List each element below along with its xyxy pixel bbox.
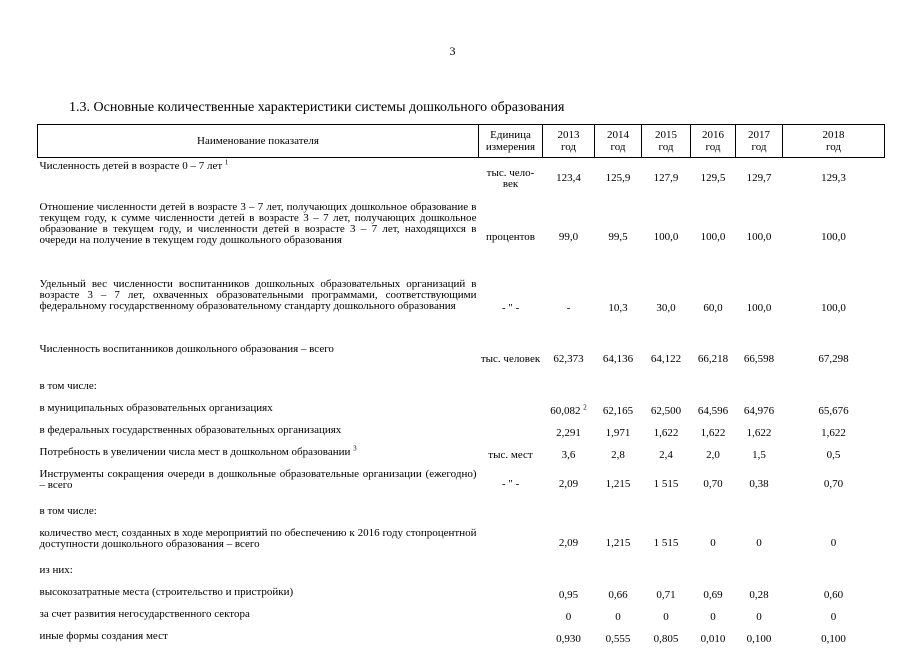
empty-cell [783,562,885,584]
table-row [38,503,885,525]
indicator-name: за счет развития негосударственного сектора [39,608,250,620]
value-cell: 1 515 [653,478,679,490]
empty-cell [543,562,595,584]
indicator-name: Инструменты сокращения очереди в дошкольные образовательные организации (ежегодно) – всего [39,468,477,491]
value-cell: 0,010 [700,632,726,645]
empty-cell [736,378,783,400]
empty-cell [595,562,642,584]
header-year-suffix: год [705,141,721,153]
empty-cell [783,378,885,400]
value-cell: 99,5 [608,231,628,243]
value-cell: 0,95 [558,588,579,601]
value-cell: 123,4 [556,172,581,184]
value-text: 60,082 [550,404,581,417]
header-year-2016 [691,125,736,158]
value-cell: 64,122 [650,353,682,365]
table-row [38,584,885,606]
section-title: 1.3. Основные количественные характеристики системы дошкольного образования [69,100,565,115]
value-cell: 0,60 [823,588,844,601]
footnote-mark: 1 [224,158,229,167]
table-header-row [38,125,885,158]
unit-cell [479,628,543,650]
indicators-table [37,124,885,650]
value-cell: 0 [756,610,762,623]
value-cell: 129,7 [746,172,772,184]
empty-cell [543,378,595,400]
value-cell: 62,373 [553,353,584,365]
value-cell: 1 515 [653,537,679,549]
empty-cell [736,503,783,525]
value-cell: 65,676 [818,404,849,417]
value-cell: 0,930 [556,632,581,645]
value-cell: 1,622 [700,426,726,439]
value-cell: 100,0 [821,302,846,314]
value-cell: 100,0 [700,231,726,243]
footnote-mark: 2 [583,402,587,411]
value-cell: 66,598 [743,353,775,365]
table-row [38,400,885,422]
value-cell: 99,0 [558,231,579,243]
header-year-2017 [736,125,783,158]
value-cell: 0 [756,537,762,549]
value-cell [543,400,595,422]
unit-cell [479,525,543,562]
table-row [38,276,885,341]
value-cell: 100,0 [653,231,679,243]
header-year-2015 [642,125,691,158]
value-cell: 0 [565,610,572,623]
table-row [38,466,885,503]
footnote-mark: 3 [353,444,357,453]
value-cell: 0,71 [656,588,676,601]
unit-cell: тыс. мест [488,448,533,461]
header-unit-line1: Единица [490,129,531,141]
empty-cell [595,378,642,400]
value-cell: 2,4 [659,448,673,461]
value-cell: 0,100 [746,632,772,645]
header-unit-line2: измерения [485,141,536,153]
empty-cell [691,503,736,525]
value-cell: 0 [663,610,669,623]
value-cell: 0 [710,610,716,623]
indicator-name: иные формы создания мест [39,630,168,642]
value-cell: 125,9 [605,172,631,184]
table-row [38,606,885,628]
unit-cell: тыс. человек [480,353,541,365]
value-cell: 1,622 [653,426,679,439]
empty-cell [479,562,543,584]
value-cell: 1,971 [605,426,631,439]
value-cell: 0,5 [826,448,841,461]
indicator-name-text: Численность детей в возрасте 0 – 7 лет [39,160,223,172]
value-cell: 67,298 [818,353,849,365]
value-cell: 0 [830,537,837,549]
table-row [38,378,885,400]
header-indicator-name-text: Наименование показателя [197,135,319,147]
empty-cell [479,503,543,525]
indicator-name [38,158,479,200]
header-year-2013 [543,125,595,158]
empty-cell [642,378,691,400]
empty-cell [783,503,885,525]
empty-cell [691,378,736,400]
value-cell: 0,100 [821,632,846,645]
value-cell: 30,0 [656,302,676,314]
value-cell: 0,555 [605,632,631,645]
header-year-suffix: год [825,141,842,153]
value-cell: 10,3 [608,302,628,314]
indicator-name-text: Потребность в увеличении числа мест в дошкольном образовании [39,446,351,458]
table-row [38,422,885,444]
value-cell: 1,215 [605,478,631,490]
indicator-name [38,444,479,466]
value-cell: 1,5 [752,448,766,461]
empty-cell [642,562,691,584]
value-cell: - [566,302,571,314]
indicator-name: Отношение численности детей в возрасте 3 – 7 лет, получающих дошкольное образование в текущем году, к сумме численности детей в возрасте 3 – 7 лет, получающих дошкольное образование в текущем году, и численности детей в возрасте 3 – 7 лет, находящихся в очереди на получение в текущем году дошкольного образования [39,201,477,246]
header-year: 2013 [557,129,580,141]
value-cell: 0,69 [703,588,723,601]
empty-cell [595,503,642,525]
indicator-name: в федеральных государственных образовательных организациях [39,424,342,436]
header-year-suffix: год [658,141,674,153]
value-cell: 100,0 [746,231,772,243]
header-year-suffix: год [751,141,767,153]
value-cell: 129,5 [700,172,726,184]
empty-cell [691,562,736,584]
value-cell: 3,6 [561,448,576,461]
value-cell: 2,09 [558,478,579,490]
page-number: 3 [449,44,456,58]
indicator-name: высокозатратные места (строительство и пристройки) [39,586,294,598]
unit-cell [479,422,543,444]
value-cell: 2,8 [611,448,625,461]
value-cell: 0,66 [608,588,628,601]
value-cell: 0 [710,537,716,549]
header-year: 2016 [702,129,724,141]
table-row [38,199,885,276]
header-year-suffix: год [610,141,626,153]
empty-cell [642,503,691,525]
value-cell: 0,70 [823,478,844,490]
unit-cell: тыс. чело-век [486,166,535,190]
empty-cell [479,378,543,400]
table-row [38,628,885,650]
header-year: 2017 [748,129,770,141]
value-cell: 0 [615,610,621,623]
group-label: в том числе: [39,380,97,392]
header-year-suffix: год [560,141,577,153]
value-cell: 0 [830,610,837,623]
value-cell: 64,596 [697,404,729,417]
value-cell: 1,622 [746,426,772,439]
value-cell: 66,218 [697,353,729,365]
empty-cell [736,562,783,584]
indicator-name: в муниципальных образовательных организациях [39,402,273,414]
table-row [38,525,885,562]
unit-cell [479,584,543,606]
value-cell: 0,38 [749,478,769,490]
value-cell: 127,9 [653,172,679,184]
value-cell: 100,0 [746,302,772,314]
value-cell: 0,70 [703,478,723,490]
header-year: 2014 [607,129,629,141]
value-cell: 60,0 [703,302,723,314]
table-row [38,444,885,466]
indicator-name: количество мест, созданных в ходе мероприятий по обеспечению к 2016 году стопроцентной доступности дошкольного образования – всего [39,527,477,550]
value-cell: 2,0 [706,448,720,461]
table-row [38,158,885,200]
header-year: 2015 [655,129,677,141]
group-label: в том числе: [39,505,97,517]
unit-cell: - " - [501,478,520,490]
group-label: из них: [39,564,73,576]
header-unit [479,125,543,158]
table-row [38,562,885,584]
value-cell: 100,0 [821,231,846,243]
unit-cell: - " - [501,302,520,314]
value-cell: 0,805 [653,632,679,645]
empty-cell [543,503,595,525]
table-row [38,341,885,378]
unit-cell [479,606,543,628]
value-cell: 2,291 [556,426,581,439]
value-cell: 64,976 [743,404,775,417]
header-year: 2018 [822,129,845,141]
indicator-name: Удельный вес численности воспитанников дошкольных образовательных организаций в возрасте 3 – 7 лет, охваченных образовательными программами, соответствующими федеральному государственному образовательному стандарту дошкольного образования [39,278,477,312]
header-indicator-name [38,125,479,158]
value-cell: 62,165 [602,404,634,417]
indicator-name: Численность воспитанников дошкольного образования – всего [39,343,334,355]
value-cell: 64,136 [602,353,634,365]
value-cell: 62,500 [650,404,682,417]
unit-cell: процентов [486,231,535,243]
header-year-2018 [783,125,885,158]
value-cell: 129,3 [821,172,846,184]
value-cell: 1,622 [821,426,846,439]
value-cell: 0,28 [749,588,769,601]
value-cell: 2,09 [558,537,579,549]
header-year-2014 [595,125,642,158]
value-cell: 1,215 [605,537,631,549]
unit-cell [479,400,543,422]
